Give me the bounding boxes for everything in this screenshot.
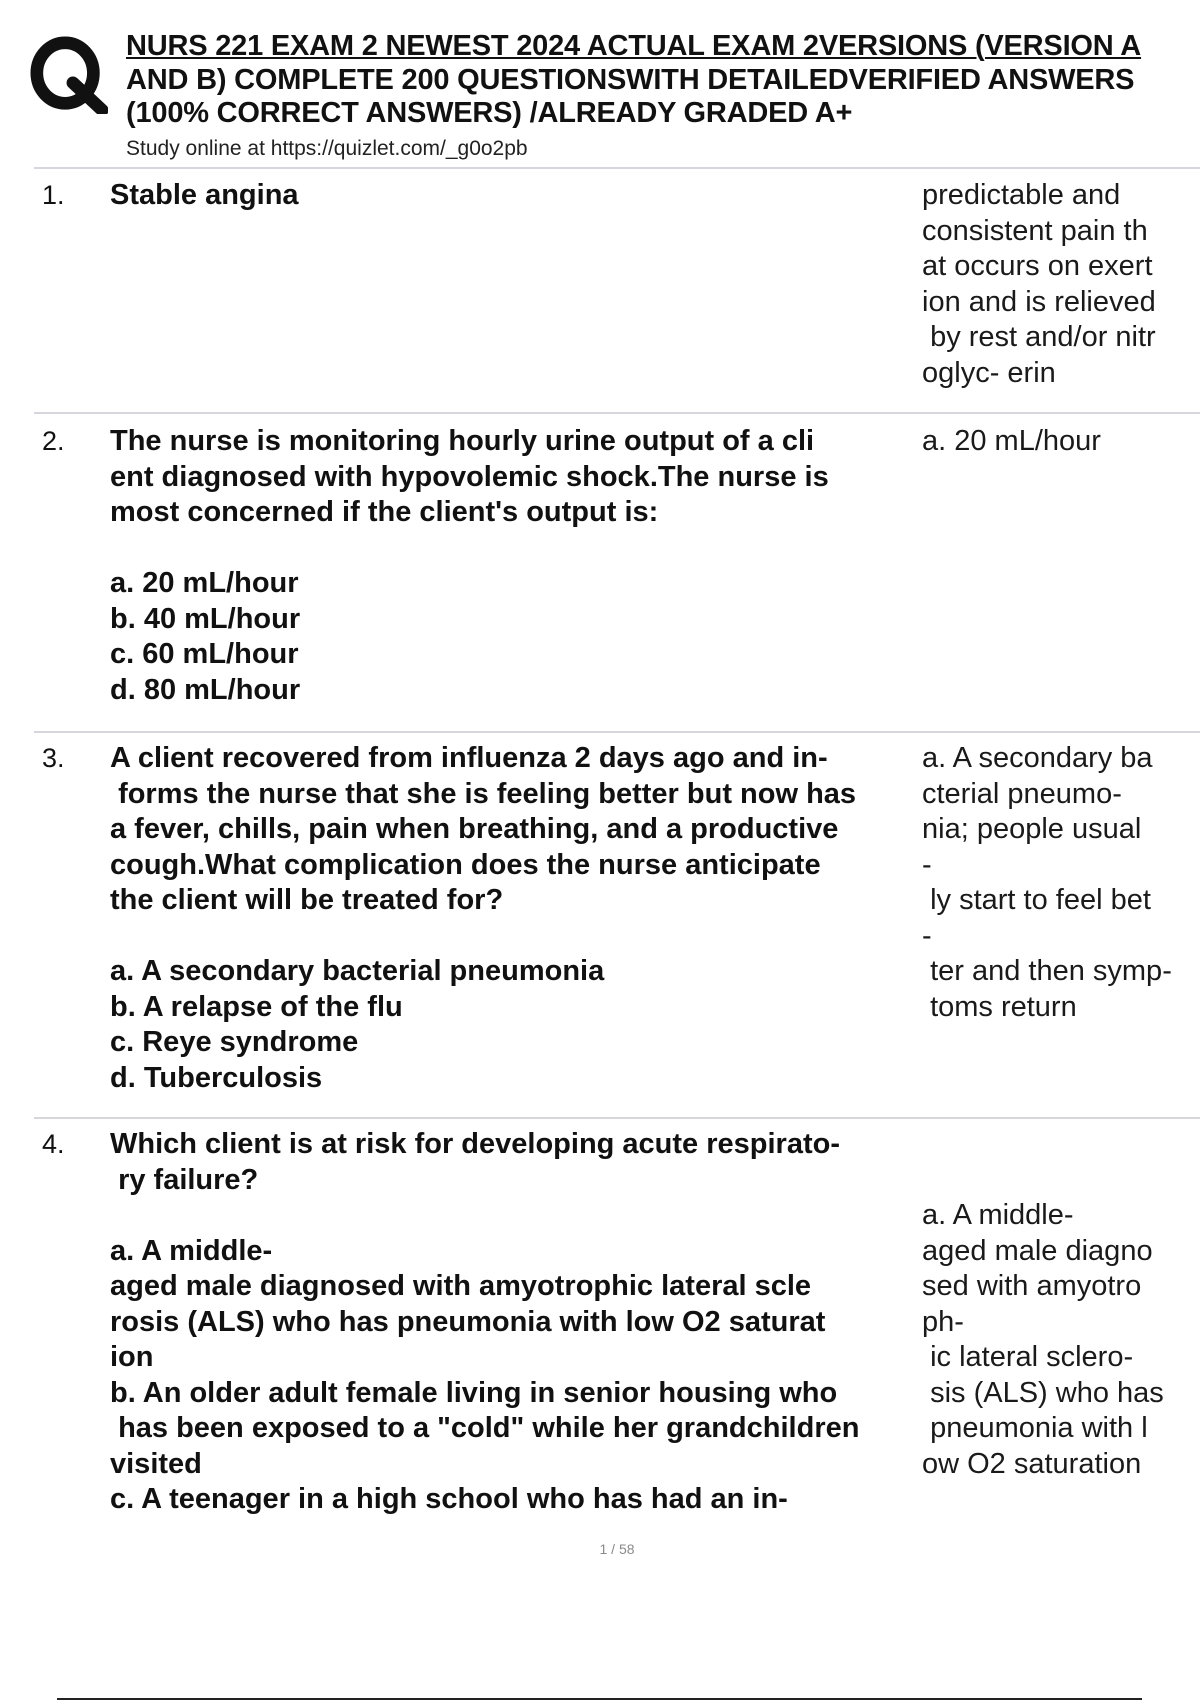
card-number: 2. [42, 426, 65, 456]
card-divider [34, 731, 1200, 733]
card-divider [34, 412, 1200, 414]
card-question: A client recovered from influenza 2 days ago and in- forms the nurse that she is feeling better but now has a fever, chills, pain when breathing, and a productive cough.What complication does the nurse anticipate the client will be treated for? a. A secondary bacterial pneumonia b. A relapse of the flu c. Reye syndrome d. Tuberculosis [110, 742, 857, 1094]
card-answer: a. A middle- aged male diagno sed with amyotro ph- ic lateral sclero- sis (ALS) who has pneumonia with l ow O2 saturation [922, 1199, 1164, 1480]
card-answer: predictable and consistent pain th at occurs on exert ion and is relieved by rest and/or nitr oglyc- erin [922, 179, 1156, 389]
title-line-1: NURS 221 EXAM 2 NEWEST 2024 ACTUAL EXAM 2VERSIONS (VERSION A [126, 30, 1142, 62]
study-online-link[interactable]: Study online at https://quizlet.com/_g0o2pb [126, 137, 528, 160]
page-indicator: 1 / 58 [599, 1541, 635, 1557]
card-answer: a. A secondary ba cterial pneumo- nia; people usual - ly start to feel bet - ter and then symp- toms return [922, 742, 1172, 1023]
card-divider [34, 1117, 1200, 1119]
title-line-2: AND B) COMPLETE 200 QUESTIONSWITH DETAILEDVERIFIED ANSWERS [126, 63, 1135, 96]
card-question: Which client is at risk for developing acute respirato- ry failure? a. A middle- aged male diagnosed with amyotrophic lateral scle rosis (ALS) who has pneumonia with low O2 saturat ion b. An older adult female living in senior housing who has been exposed to a "cold" while her grandchildren visited c. A teenager in a high school who has had an in- [110, 1128, 860, 1515]
quizlet-q-logo-icon [30, 36, 108, 114]
card-number: 4. [42, 1129, 65, 1159]
card-question: The nurse is monitoring hourly urine output of a cli ent diagnosed with hypovolemic shock.The nurse is most concerned if the client's output is: a. 20 mL/hour b. 40 mL/hour c. 60 mL/hour d. 80 mL/hour [110, 425, 829, 706]
card-number: 1. [42, 180, 65, 210]
card-question: Stable angina [110, 179, 299, 211]
title-line-3: (100% CORRECT ANSWERS) /ALREADY GRADED A+ [126, 97, 853, 129]
card-answer: a. 20 mL/hour [922, 425, 1101, 457]
card-number: 3. [42, 743, 65, 773]
header-divider [34, 167, 1200, 169]
document-title [126, 30, 1200, 131]
